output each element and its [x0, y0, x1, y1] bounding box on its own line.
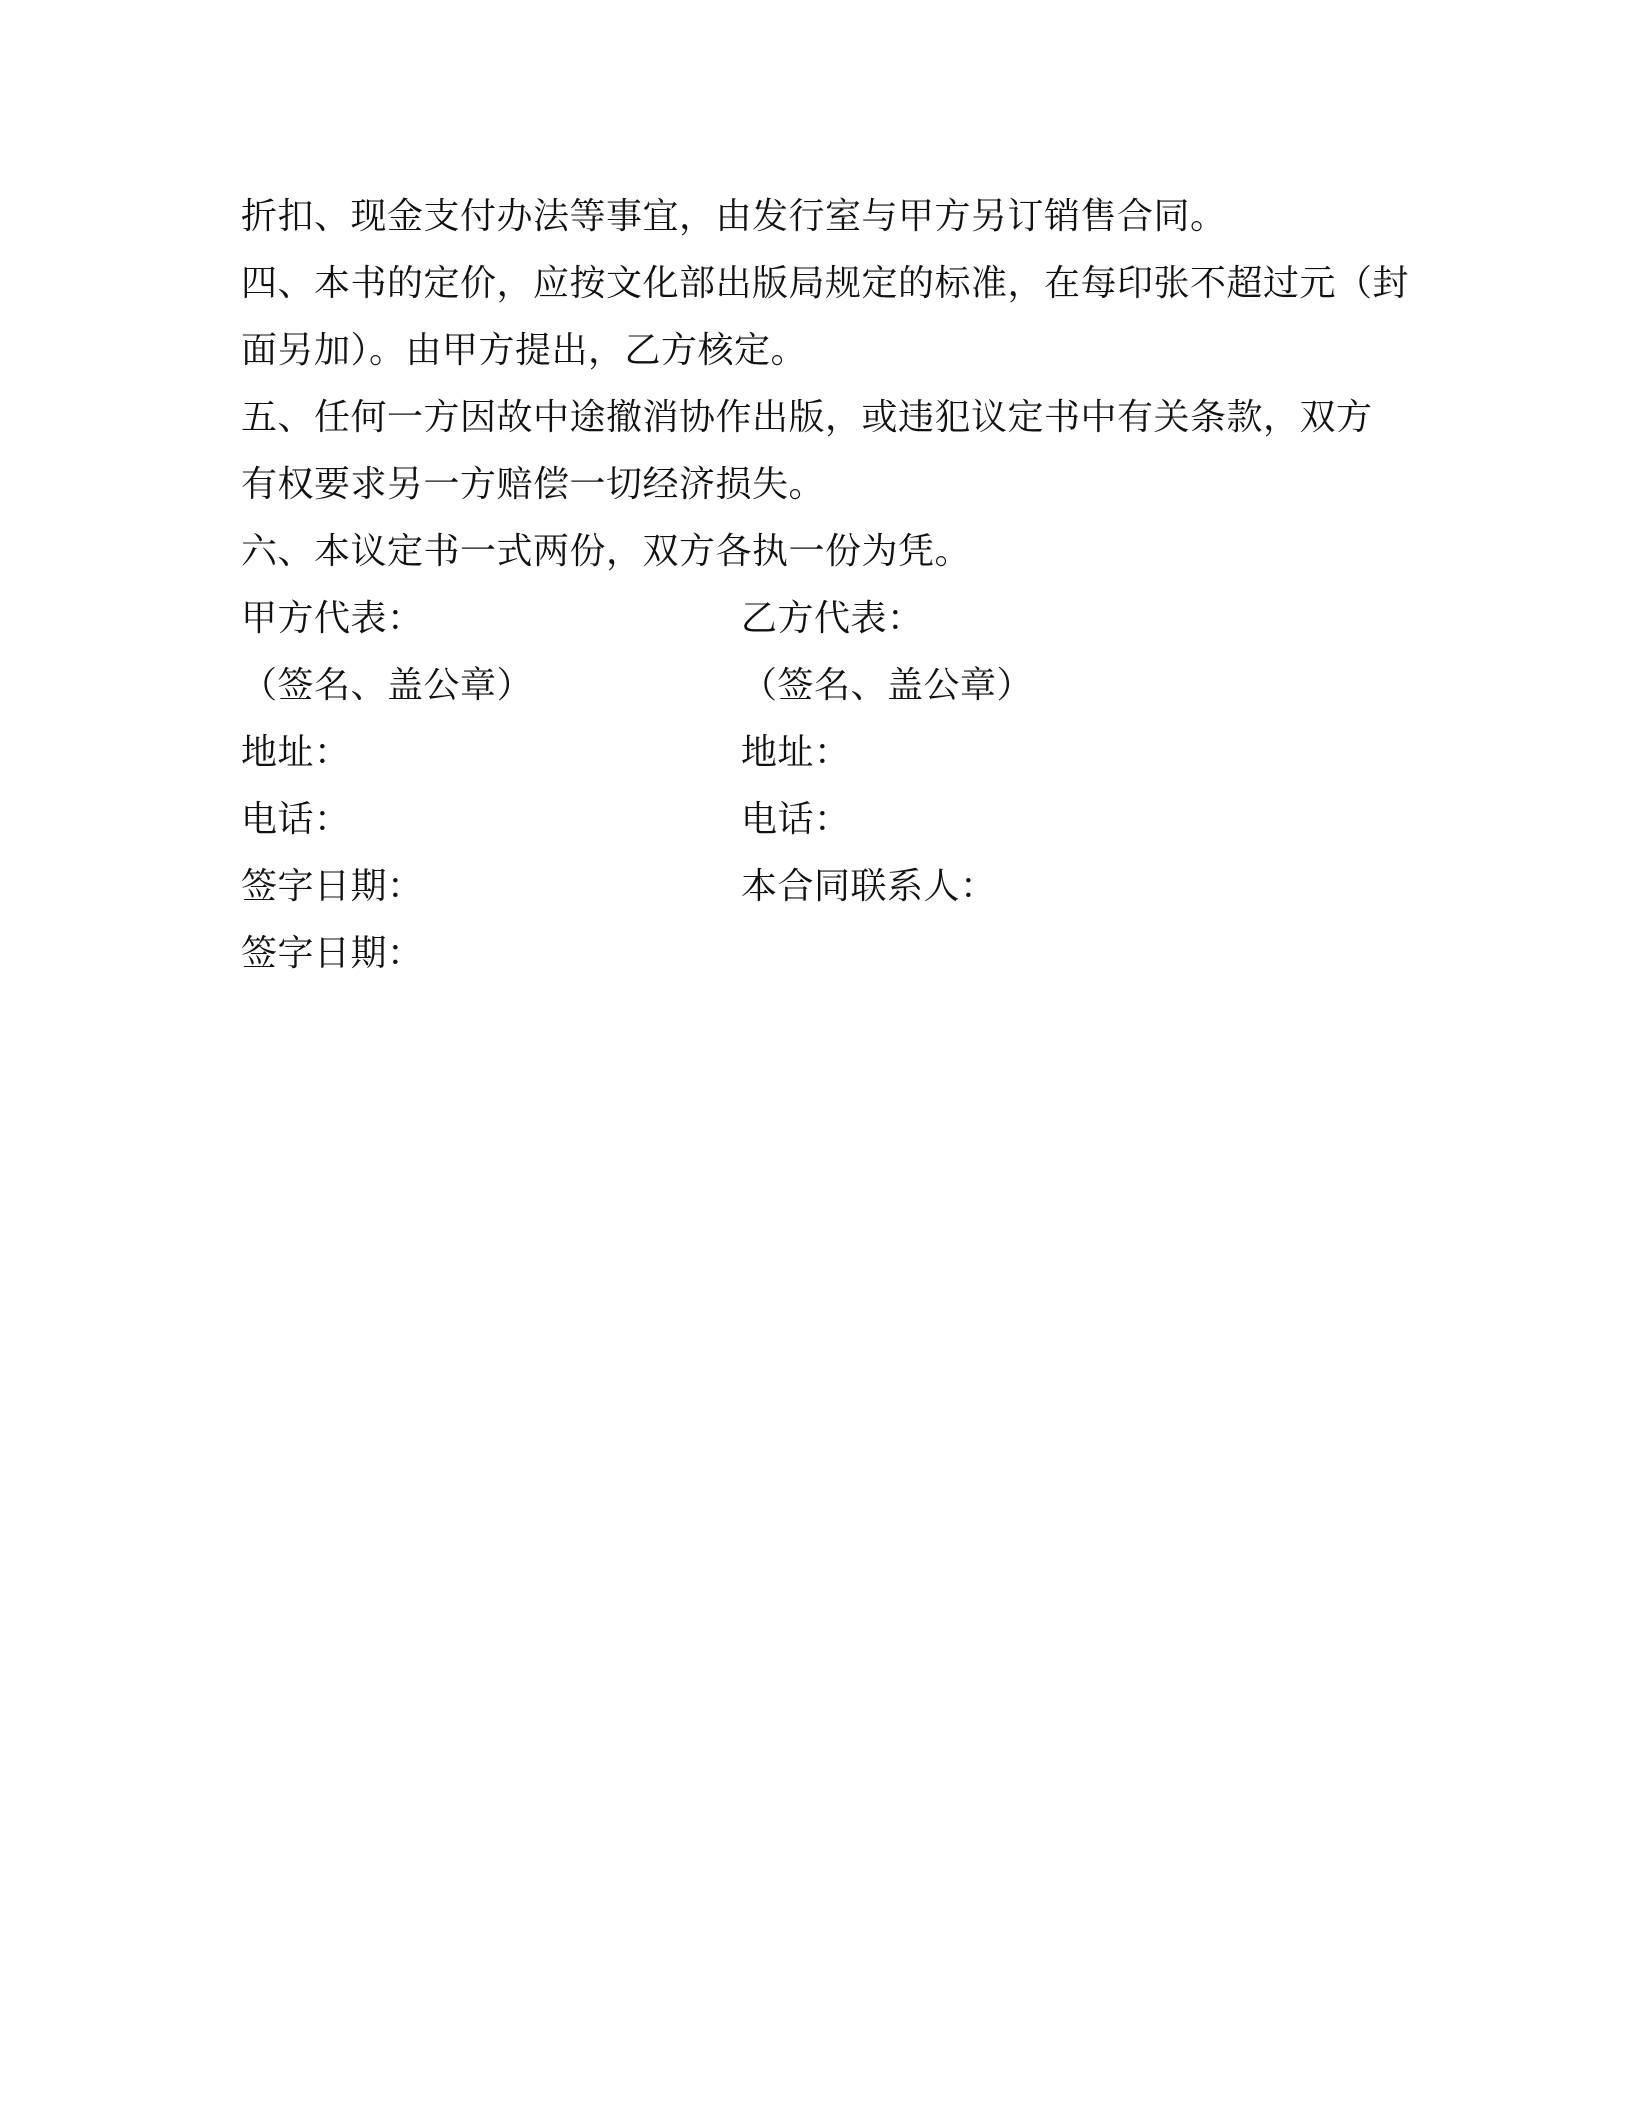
document-body — [241, 183, 1411, 987]
clause-four-line-2: 面另加）。由甲方提出，乙方核定。 — [241, 330, 808, 371]
party-a-phone-label: 电话： — [241, 799, 351, 840]
party-b-seal-label: （签名、盖公章） — [741, 665, 1034, 706]
clause-six-line: 六、本议定书一式两份，双方各执一份为凭。 — [241, 531, 972, 572]
clause-four-line-1: 四、本书的定价，应按文化部出版局规定的标准，在每印张不超过元（封 — [241, 263, 1410, 304]
clause-five-line-2: 有权要求另一方赔偿一切经济损失。 — [241, 464, 826, 505]
party-a-representative-label: 甲方代表： — [241, 598, 424, 639]
party-a-sign-date-label: 签字日期： — [241, 866, 424, 907]
party-b-representative-label: 乙方代表： — [741, 598, 924, 639]
empty-cell — [741, 920, 1411, 987]
clause-five-line-1: 五、任何一方因故中途撤消协作出版，或违犯议定书中有关条款，双方 — [241, 397, 1373, 438]
party-a-seal-label: （签名、盖公章） — [241, 665, 534, 706]
signature-row-date-contact — [241, 853, 1411, 920]
party-a-address-label: 地址： — [241, 732, 351, 773]
party-b-phone-label: 电话： — [741, 799, 851, 840]
party-b-sign-date-label: 签字日期： — [241, 933, 424, 974]
signature-row-seal — [241, 652, 1411, 719]
paragraph-line: 折扣、现金支付办法等事宜，由发行室与甲方另订销售合同。 — [241, 196, 1227, 237]
signature-row-representative — [241, 585, 1411, 652]
party-b-address-label: 地址： — [741, 732, 851, 773]
signature-row-address — [241, 719, 1411, 786]
signature-row-phone — [241, 786, 1411, 853]
contract-contact-label: 本合同联系人： — [741, 866, 997, 907]
signature-row-date — [241, 920, 1411, 987]
